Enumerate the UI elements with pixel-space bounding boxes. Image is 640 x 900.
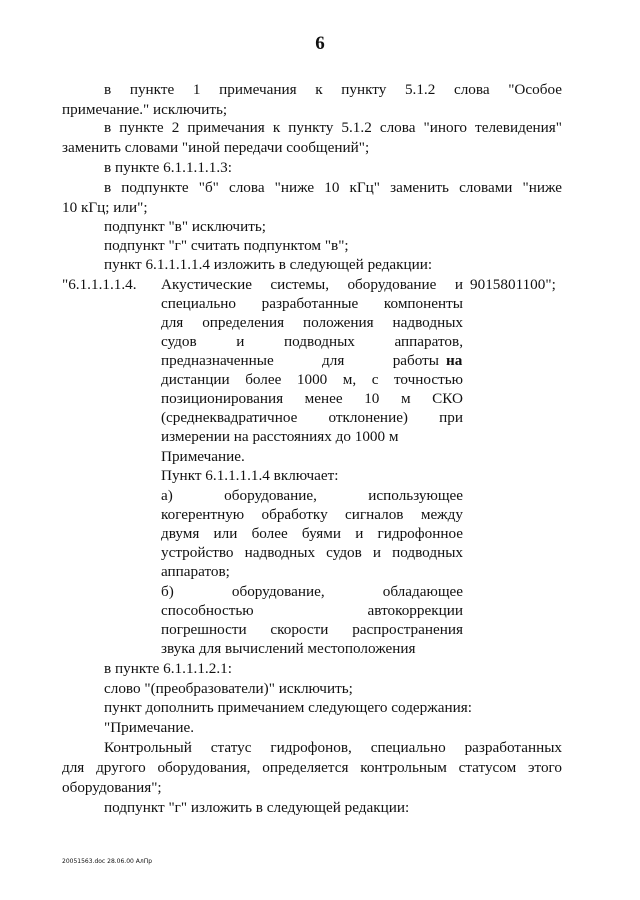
page-number: 6: [315, 33, 325, 54]
paragraph-note-heading: "Примечание.: [104, 719, 195, 736]
description-line: судов и подводных аппаратов,: [161, 333, 463, 350]
description-line: (среднеквадратичное отклонение) при: [161, 409, 463, 426]
text-line: оборудования";: [62, 779, 162, 796]
note-b-line: б) оборудование, обладающее: [161, 583, 463, 600]
description-line: для определения положения надводных: [161, 314, 463, 331]
paragraph-word-exclude: слово "(преобразователи)" исключить;: [104, 680, 353, 697]
description-line: Акустические системы, оборудование и: [161, 276, 463, 293]
text-line: в пункте 1 примечания к пункту 5.1.2 слова "Особое: [104, 81, 562, 98]
description-line: предназначенные для работы: [161, 352, 439, 369]
paragraph-subitem-v: подпункт "в" исключить;: [104, 218, 266, 235]
note-a-line: а) оборудование, использующее: [161, 487, 463, 504]
text-line: в пункте 2 примечания к пункту 5.1.2 слова "иного телевидения": [104, 119, 562, 136]
document-footer: 20051563.doc 28.06.00 АлПр: [62, 858, 153, 865]
item-number: "6.1.1.1.1.4.: [62, 276, 137, 293]
paragraph-subitem-g-new: подпункт "г" изложить в следующей редакции:: [104, 799, 410, 816]
note-label: Примечание.: [161, 448, 245, 465]
note-a-line: когерентную обработку сигналов между: [161, 506, 463, 523]
description-bold-word: на: [446, 352, 463, 369]
note-a-line: устройство надводных судов и подводных: [161, 544, 463, 561]
description-line: специально разработанные компоненты: [161, 295, 463, 312]
note-b-line: способностью автокоррекции: [161, 602, 463, 619]
description-line: измерении на расстояниях до 1000 м: [161, 428, 399, 445]
paragraph-subitem-g: подпункт "г" считать подпунктом "в";: [104, 237, 349, 254]
text-line: заменить словами "иной передачи сообщений";: [62, 139, 370, 156]
paragraph-item-6-1-1-1-2-1: в пункте 6.1.1.1.2.1:: [104, 660, 232, 677]
paragraph-add-note: пункт дополнить примечанием следующего содержания:: [104, 699, 472, 716]
text-line: для другого оборудования, определяется контрольным статусом этого: [62, 759, 562, 776]
text-line: Контрольный статус гидрофонов, специально разработанных: [104, 739, 562, 756]
note-b-line: звука для вычислений местоположения: [161, 640, 416, 657]
paragraph-item-6-1-1-1-1-4-intro: пункт 6.1.1.1.1.4 изложить в следующей редакции:: [104, 256, 433, 273]
note-b-line: погрешности скорости распространения: [161, 621, 463, 638]
paragraph-item-6-1-1-1-1-3: в пункте 6.1.1.1.1.3:: [104, 159, 232, 176]
description-line: дистанции более 1000 м, с точностью: [161, 371, 463, 388]
text-line: 10 кГц; или";: [62, 199, 148, 216]
text-line: в подпункте "б" слова "ниже 10 кГц" заменить словами "ниже: [104, 179, 562, 196]
note-a-line: двумя или более буями и гидрофонное: [161, 525, 463, 542]
note-a-line: аппаратов;: [161, 563, 230, 580]
description-line: позиционирования менее 10 м СКО: [161, 390, 463, 407]
item-code: 9015801100";: [470, 276, 556, 293]
text-line: примечание." исключить;: [62, 101, 228, 118]
note-intro: Пункт 6.1.1.1.1.4 включает:: [161, 467, 339, 484]
